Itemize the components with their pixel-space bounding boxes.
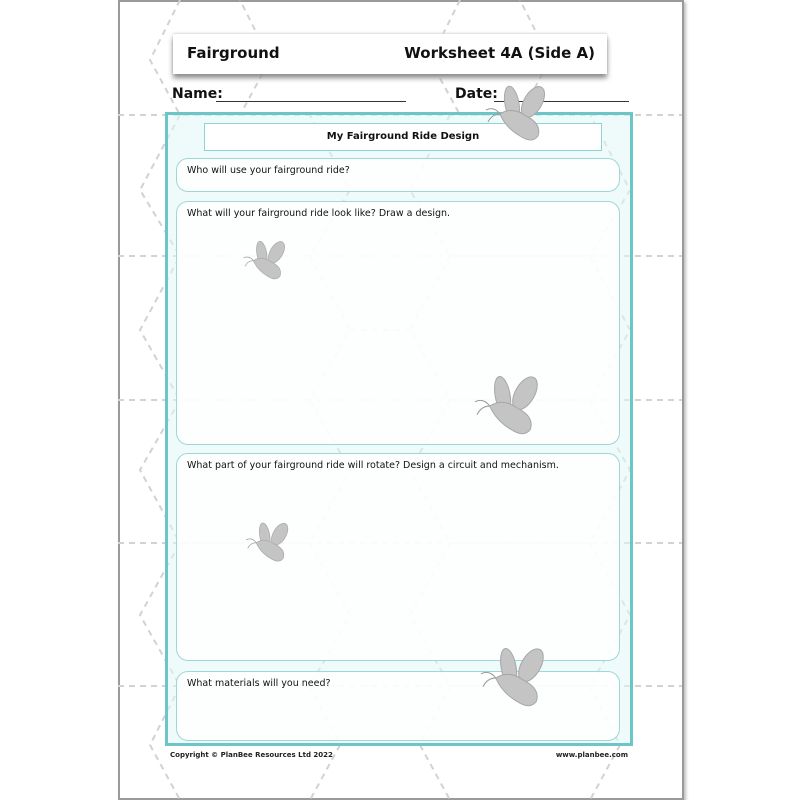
question-label: What materials will you need? xyxy=(187,678,331,689)
design-frame xyxy=(165,112,633,746)
website-link[interactable]: www.planbee.com xyxy=(555,751,628,759)
worksheet-number: Worksheet 4A (Side A) xyxy=(404,44,595,62)
question-label: What will your fairground ride look like? Draw a design. xyxy=(187,208,451,219)
question-box-materials[interactable] xyxy=(176,671,620,741)
question-label: Who will use your fairground ride? xyxy=(187,165,350,176)
name-date-row xyxy=(172,86,630,106)
question-box-rotate[interactable] xyxy=(176,453,620,661)
title-bar xyxy=(173,34,607,74)
section-heading: My Fairground Ride Design xyxy=(204,123,602,151)
date-label: Date: xyxy=(455,86,498,102)
date-field[interactable] xyxy=(494,101,629,102)
worksheet-topic: Fairground xyxy=(187,44,280,62)
question-label: What part of your fairground ride will rotate? Design a circuit and mechanism. xyxy=(187,460,559,471)
name-field[interactable] xyxy=(216,101,406,102)
question-box-users[interactable] xyxy=(176,158,620,192)
name-label: Name: xyxy=(172,86,223,102)
question-box-design[interactable] xyxy=(176,201,620,445)
copyright-text: Copyright © PlanBee Resources Ltd 2022 xyxy=(170,751,333,759)
